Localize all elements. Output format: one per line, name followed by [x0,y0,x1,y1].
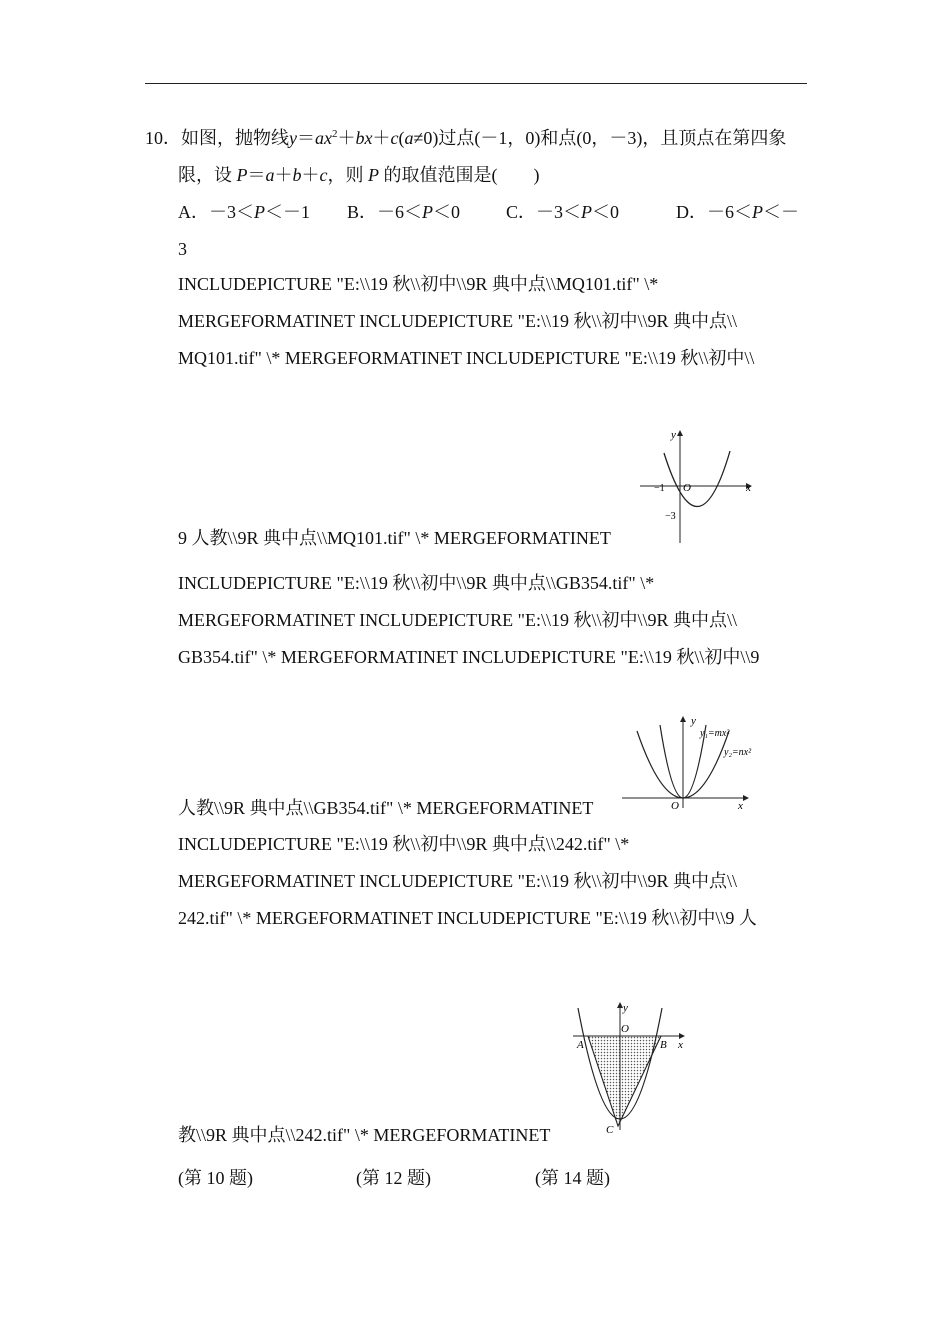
origin-label: O [621,1023,629,1035]
option-c[interactable]: C．－3＜P＜0 [506,202,620,222]
point-c-label: C [606,1124,614,1136]
field-code-line: MERGEFORMATINET INCLUDEPICTURE "E:\\19 秋\\初中\\9R 典中点\\ [178,871,738,891]
tick-label-neg3: −3 [665,511,676,522]
field-code-line: MERGEFORMATINET INCLUDEPICTURE "E:\\19 秋\\初中\\9R 典中点\\ [178,311,738,331]
origin-label: O [671,800,679,812]
field-code-line: INCLUDEPICTURE "E:\\19 秋\\初中\\9R 典中点\\GB354.tif" \* [178,573,655,593]
figure-10-parabola [630,425,765,550]
field-code-line: 9 人教\\9R 典中点\\MQ101.tif" \* MERGEFORMATINET [178,528,611,548]
shaded-triangle [588,1036,661,1126]
y-axis-label: y [691,715,696,727]
point-b-label: B [660,1039,667,1051]
x-axis-label: x [746,482,751,494]
question-line-2: 限，设 P＝a＋b＋c，则 P 的取值范围是( ) [178,165,540,185]
field-code-line: INCLUDEPICTURE "E:\\19 秋\\初中\\9R 典中点\\MQ101.tif" \* [178,274,659,294]
x-axis-label: x [738,800,743,812]
option-d-wrap: 3 [178,239,187,259]
caption-figure-10: (第 10 题) [178,1168,253,1188]
caption-figure-12: (第 12 题) [356,1168,431,1188]
caption-figure-14: (第 14 题) [535,1168,610,1188]
field-code-line: MERGEFORMATINET INCLUDEPICTURE "E:\\19 秋\\初中\\9R 典中点\\ [178,610,738,630]
field-code-line: 242.tif" \* MERGEFORMATINET INCLUDEPICTURE "E:\\19 秋\\初中\\9 人 [178,908,757,928]
tick-label-neg1: −1 [654,483,665,494]
field-code-line: MQ101.tif" \* MERGEFORMATINET INCLUDEPICTURE "E:\\19 秋\\初中\\ [178,348,755,368]
figure-14-triangle-parabola [570,1000,695,1140]
field-code-line: 教\\9R 典中点\\242.tif" \* MERGEFORMATINET [178,1125,551,1145]
point-a-label: A [577,1039,584,1051]
field-code-line: GB354.tif" \* MERGEFORMATINET INCLUDEPICTURE "E:\\19 秋\\初中\\9 [178,647,760,667]
origin-label: O [683,482,691,494]
field-code-line: 人教\\9R 典中点\\GB354.tif" \* MERGEFORMATINET [178,798,594,818]
y-axis-label: y [623,1002,628,1014]
x-axis-label: x [678,1039,683,1051]
y-axis-label: y [671,429,676,441]
option-b[interactable]: B．－6＜P＜0 [347,202,461,222]
parabola-curve [664,451,730,507]
question-number: 10． [145,128,181,148]
question-line-1: 10．如图，抛物线$y=ax^2+bx+c(a\ne 0)$过点(－1，0)和点(0，－3)，且顶点在第四象 [145,128,787,148]
field-code-line: INCLUDEPICTURE "E:\\19 秋\\初中\\9R 典中点\\242.tif" \* [178,834,630,854]
curve-label-y1: y₁=mx² [700,728,730,739]
figure-12-parabolas [620,713,770,813]
option-d[interactable]: D．－6＜P＜－ [676,202,799,222]
option-a[interactable]: A．－3＜P＜－1 [178,202,310,222]
curve-label-y2: y₂=nx² [724,747,752,758]
header-rule [145,83,807,84]
